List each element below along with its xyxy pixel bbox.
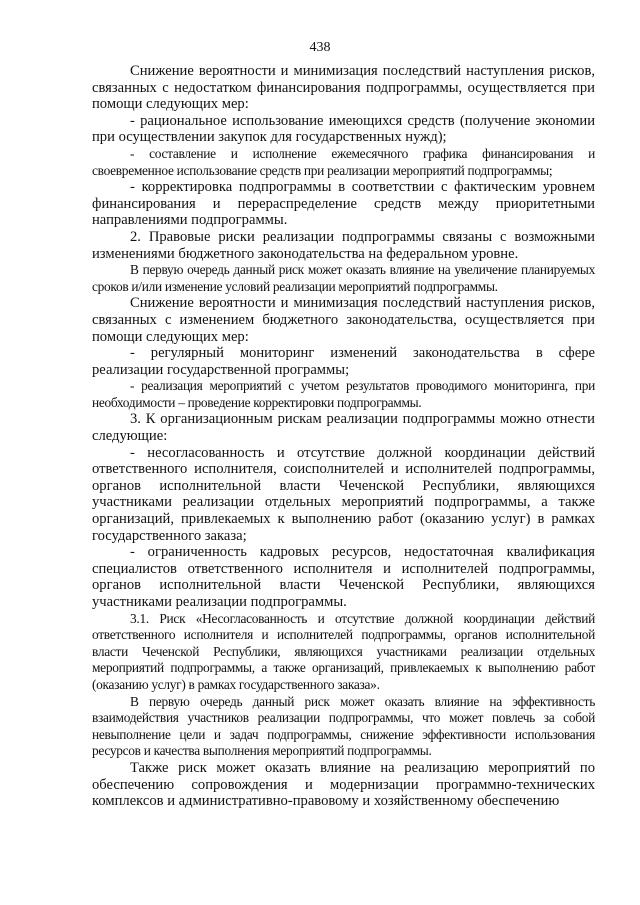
list-item-monthly-schedule: - составление и исполнение ежемесячного графика финансирования и своевременное использование средств при реализации мероприятий подпрограммы;	[92, 145, 595, 178]
paragraph-legal-risk-measures: Снижение вероятности и минимизация последствий наступления рисков, связанных с изменением бюджетного законодательства, осуществляется при помощи следующих мер:	[92, 295, 595, 345]
body-text	[92, 63, 595, 810]
list-item-limited-resources: - ограниченность кадровых ресурсов, недостаточная квалификация специалистов ответственного исполнителя и исполнителей подпрограммы, органов исполнительной власти Чеченской Республики, являющихся участниками реализации подпрограммы.	[92, 544, 595, 610]
list-item-adjustment: - корректировка подпрограммы в соответствии с фактическим уровнем финансирования и перераспределение средств между приоритетными направлениями подпрограммы.	[92, 179, 595, 229]
paragraph-legal-risks: 2. Правовые риски реализации подпрограммы связаны с возможными изменениями бюджетного законодательства на федеральном уровне.	[92, 228, 595, 262]
paragraph-organizational-risks: 3. К организационным рискам реализации подпрограммы можно отнести следующие:	[92, 411, 595, 445]
paragraph-risk-3-1: 3.1. Риск «Несогласованность и отсутствие должной координации действий ответственного исполнителя и исполнителей подпрограммы, органов исполнительной власти Чеченской Республики, являющихся участниками реализации отдельных мероприятий подпрограммы, а также организаций, привлекаемых к выполнению работ (оказанию услуг) в рамках государственного заказа».	[92, 610, 595, 692]
paragraph-legal-risk-impact: В первую очередь данный риск может оказать влияние на увеличение планируемых сроков и/или изменение условий реализации мероприятий подпрограммы.	[92, 262, 595, 294]
paragraph-financing-risk-measures: Снижение вероятности и минимизация последствий наступления рисков, связанных с недостатком финансирования подпрограммы, осуществляется при помощи следующих мер:	[92, 63, 595, 113]
list-item-inconsistency: - несогласованность и отсутствие должной координации действий ответственного исполнителя, соисполнителей и исполнителей подпрограммы, органов исполнительной власти Чеченской Республики, являющихся участниками реализации отдельных мероприятий подпрограммы, а также организаций, привлекаемых к выполнению работ (оказанию услуг) в рамках государственного заказа;	[92, 444, 595, 544]
list-item-rational-use: - рациональное использование имеющихся средств (получение экономии при осуществлении закупок для государственных нужд);	[92, 112, 595, 146]
list-item-monitoring: - регулярный мониторинг изменений законодательства в сфере реализации государственной программы;	[92, 345, 595, 378]
paragraph-additional-impact: Также риск может оказать влияние на реализацию мероприятий по обеспечению сопровождения и модернизации программно-технических комплексов и административно-правовому и хозяйственному обеспечению	[92, 759, 595, 810]
list-item-implementation: - реализация мероприятий с учетом результатов проводимого мониторинга, при необходимости – проведение корректировки подпрограммы.	[92, 378, 595, 410]
page-number: 438	[309, 40, 331, 55]
paragraph-risk-3-1-impact: В первую очередь данный риск может оказать влияние на эффективность взаимодействия участников реализации подпрограммы, что может повлечь за собой невыполнение цели и задач подпрограммы, снижение эффективности использования ресурсов и качества выполнения мероприятий подпрограммы.	[92, 693, 595, 759]
